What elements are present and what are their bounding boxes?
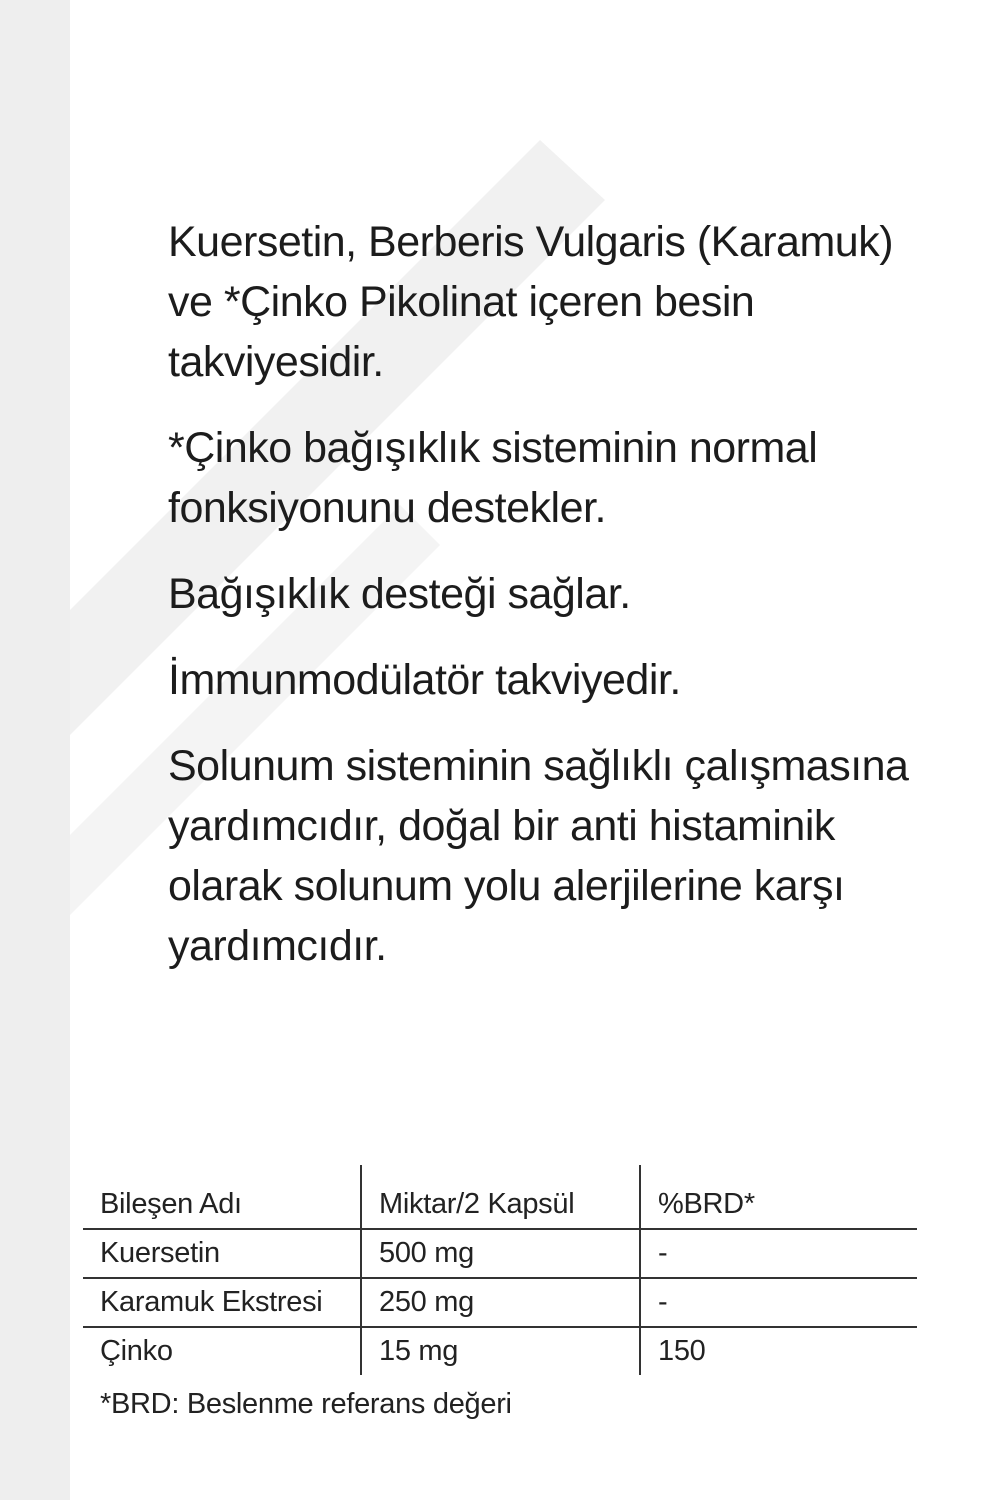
cell-brd: 150: [640, 1327, 917, 1375]
paragraph-immune-support: Bağışıklık desteği sağlar.: [168, 570, 631, 618]
paragraph-zinc-claim: *Çinko bağışıklık sisteminin normal fonksiyonunu destekler.: [168, 424, 818, 532]
paragraph-respiratory: Solunum sisteminin sağlıklı çalışmasına yardımcıdır, doğal bir anti histaminik olarak solunum yolu alerjilerine karşı yardımcıdır.: [168, 742, 909, 970]
ingredients-table: [83, 1165, 917, 1375]
header-brd: %BRD*: [640, 1165, 917, 1229]
table-header-row: [83, 1165, 917, 1229]
cell-brd: -: [640, 1278, 917, 1327]
table-row: [83, 1278, 917, 1327]
cell-amount: 15 mg: [361, 1327, 640, 1375]
paragraph-product-intro: Kuersetin, Berberis Vulgaris (Karamuk) ve *Çinko Pikolinat içeren besin takviyesidir.: [168, 218, 894, 386]
header-amount: Miktar/2 Kapsül: [361, 1165, 640, 1229]
description-text-block: [168, 212, 928, 976]
header-ingredient-name: Bileşen Adı: [83, 1165, 361, 1229]
cell-ingredient: Çinko: [100, 1335, 173, 1367]
cell-brd: -: [640, 1229, 917, 1278]
cell-ingredient: Karamuk Ekstresi: [83, 1278, 361, 1327]
table-row: [83, 1229, 917, 1278]
paragraph-immunomodulator: İmmunmodülatör takviyedir.: [168, 656, 681, 704]
cell-amount: 500 mg: [361, 1229, 640, 1278]
table-row: [83, 1327, 917, 1375]
cell-ingredient: Kuersetin: [83, 1229, 361, 1278]
brd-footnote: *BRD: Beslenme referans değeri: [100, 1388, 512, 1420]
cell-amount: 250 mg: [361, 1278, 640, 1327]
